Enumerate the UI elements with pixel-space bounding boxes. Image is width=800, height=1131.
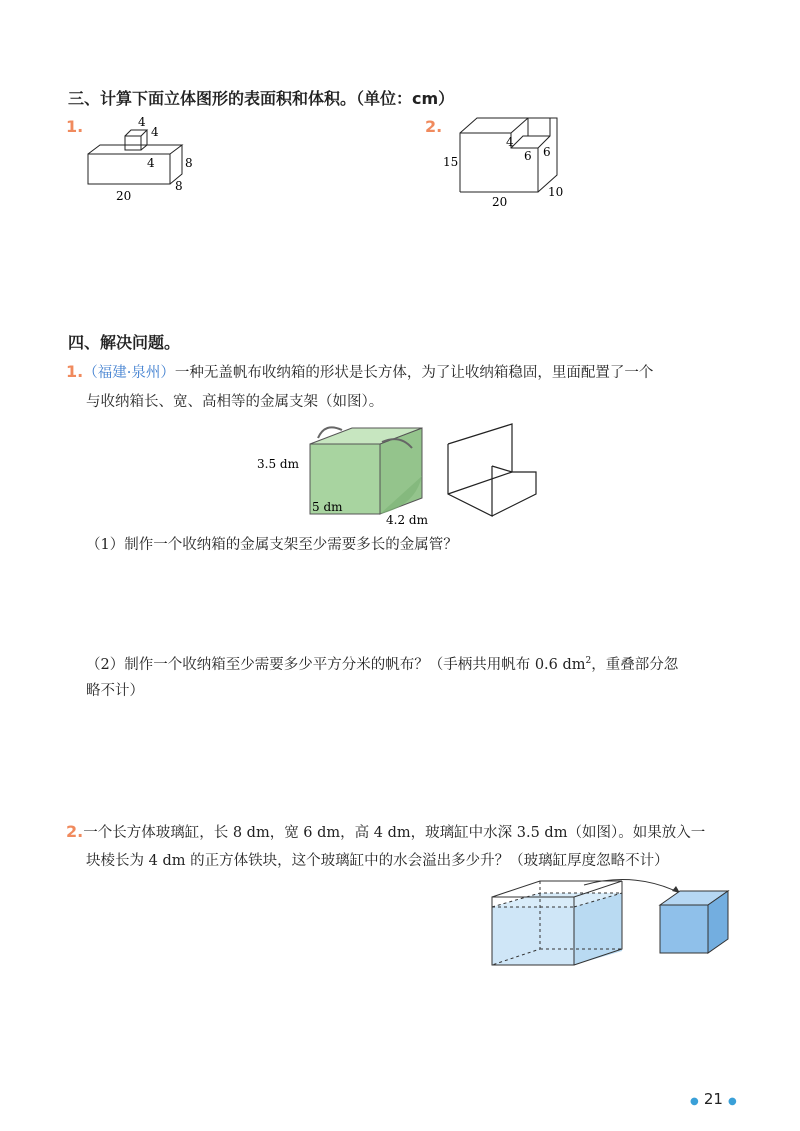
fig1-label-4: 20 xyxy=(116,189,132,203)
fig1-number: 1. xyxy=(66,117,84,136)
q2-number: 2. xyxy=(66,822,84,841)
q1-sub2-sup: 2 xyxy=(585,656,592,666)
page-number: 21 xyxy=(703,1090,723,1108)
q1-line1 xyxy=(66,356,746,389)
page-number-footer xyxy=(690,1089,737,1108)
figure-2-prism-with-notch xyxy=(440,108,575,213)
section-4-title: 四、解决问题。 xyxy=(68,333,181,352)
q1-dim-width: 5 dm xyxy=(312,500,343,514)
fig2-label-3: 15 xyxy=(443,155,459,169)
fig1-label-2: 4 xyxy=(147,156,155,170)
q2-text-line1: 一个长方体玻璃缸，长 8 dm，宽 6 dm，高 4 dm，玻璃缸中水深 3.5 dm（如图）。如果放入一 xyxy=(83,825,706,841)
figure-1-prism-with-cube xyxy=(80,112,200,207)
q2-text-line2: 块棱长为 4 dm 的正方体铁块，这个玻璃缸中的水会溢出多少升？（玻璃缸厚度忽略不计） xyxy=(86,853,669,869)
q1-dim-height: 3.5 dm xyxy=(257,457,299,471)
q1-source: （福建·泉州） xyxy=(83,365,175,381)
fig2-label-1: 6 xyxy=(524,149,532,163)
q2-figure-tank-and-cube xyxy=(484,873,744,973)
q2-line1 xyxy=(66,816,756,849)
page-dot-left: ● xyxy=(690,1096,699,1107)
fig2-label-0: 4 xyxy=(506,135,514,149)
fig2-label-2: 6 xyxy=(543,145,551,159)
fig2-label-5: 10 xyxy=(548,185,564,199)
q1-sub2-line2: 略不计） xyxy=(86,683,144,699)
section-3-title: 三、计算下面立体图形的表面积和体积。（单位：cm） xyxy=(68,89,455,108)
q1-text-line1: 一种无盖帆布收纳箱的形状是长方体，为了让收纳箱稳固，里面配置了一个 xyxy=(174,365,654,381)
fig1-label-0: 4 xyxy=(138,115,146,129)
page-dot-right: ● xyxy=(728,1096,737,1107)
q1-text-line2: 与收纳箱长、宽、高相等的金属支架（如图）。 xyxy=(86,394,384,410)
fig2-number: 2. xyxy=(425,117,443,136)
fig1-label-3: 8 xyxy=(185,156,193,170)
fig2-label-4: 20 xyxy=(492,195,508,209)
q1-number: 1. xyxy=(66,362,84,381)
q1-figure-storage-box xyxy=(250,416,540,528)
fig1-label-1: 4 xyxy=(151,125,159,139)
q1-sub1: （1）制作一个收纳箱的金属支架至少需要多长的金属管？ xyxy=(86,537,458,553)
q1-sub2-line1-a: （2）制作一个收纳箱至少需要多少平方分米的帆布？（手柄共用帆布 0.6 dm xyxy=(86,656,586,673)
q1-sub2-line1-b: ，重叠部分忽 xyxy=(591,656,679,673)
q1-dim-length: 4.2 dm xyxy=(386,513,428,527)
fig1-label-5: 8 xyxy=(175,179,183,193)
